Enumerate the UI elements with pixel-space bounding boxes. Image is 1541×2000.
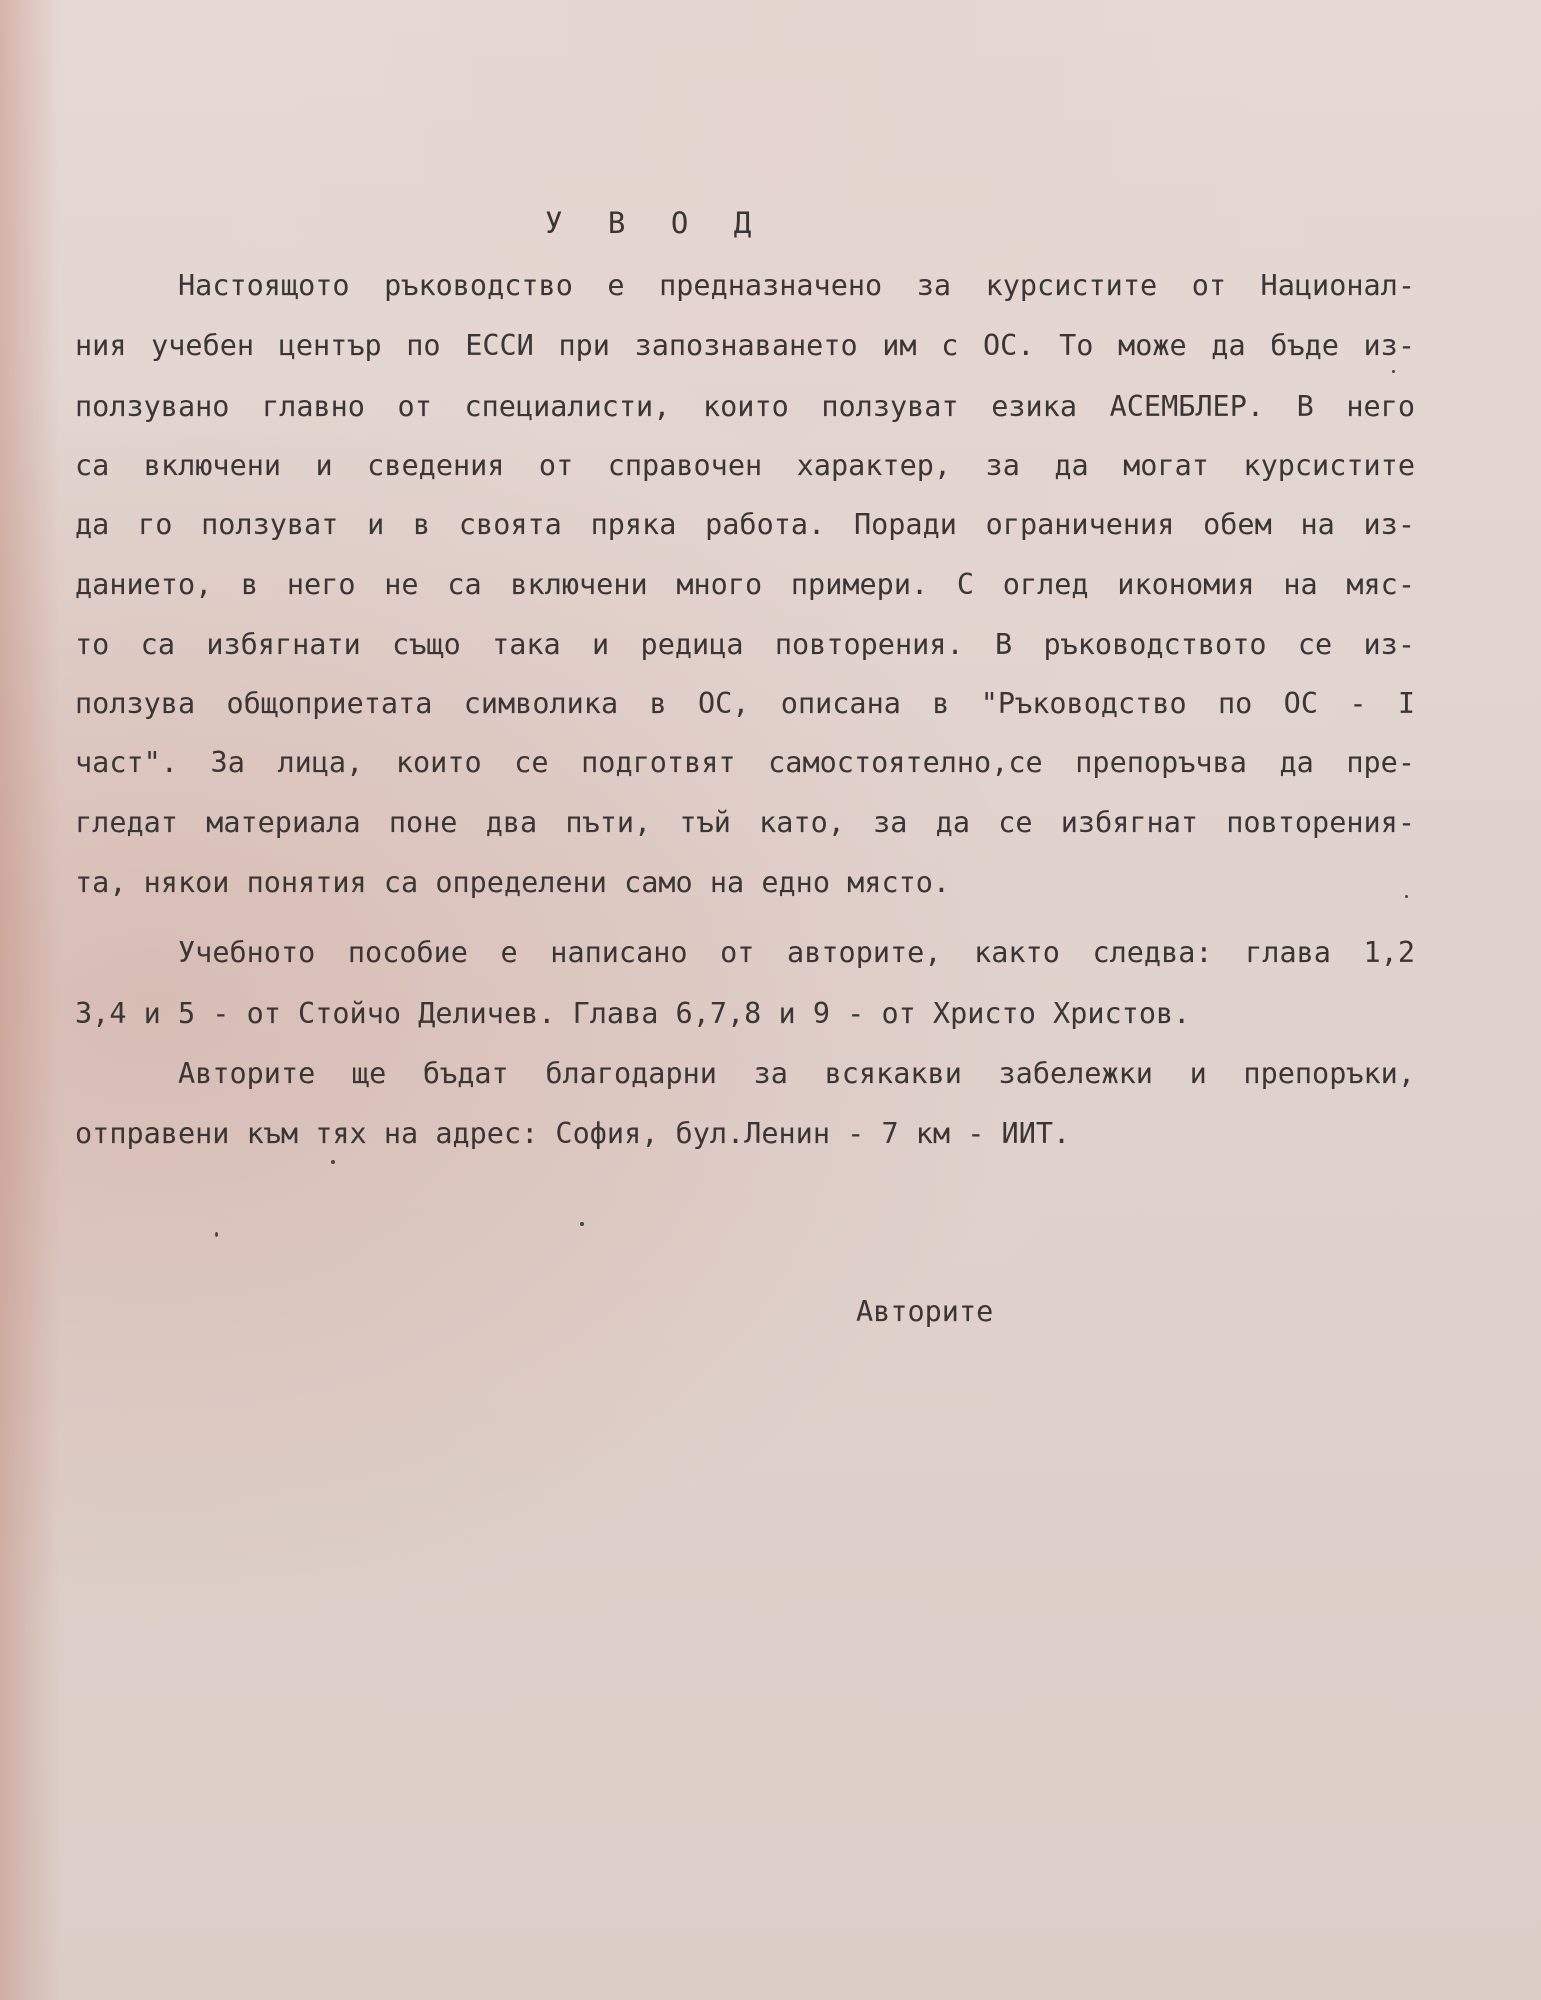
paragraph-3-line-1: Авторите ще бъдат благодарни за всякакви забележки и препоръки,	[178, 1057, 1415, 1090]
paragraph-1-line-4: са включени и сведения от справочен характер, за да могат курсистите	[75, 449, 1415, 482]
paragraph-2-line-2: 3,4 и 5 - от Стойчо Деличев. Глава 6,7,8 и 9 - от Христо Христов.	[75, 997, 1191, 1030]
ink-speck	[1392, 370, 1395, 373]
page-title: У В О Д	[545, 206, 766, 240]
paragraph-1-line-9: част". За лица, които се подготвят самостоятелно,се препоръчва да пре-	[75, 746, 1415, 779]
paragraph-1-line-1: Настоящото ръководство е предназначено за курсистите от Национал-	[178, 269, 1415, 302]
page-edge-shadow	[0, 0, 60, 2000]
ink-speck	[331, 1160, 335, 1164]
paragraph-1-line-2: ния учебен център по ЕССИ при запознаването им с ОС. То може да бъде из-	[75, 329, 1415, 362]
paragraph-1-line-7: то са избягнати също така и редица повторения. В ръководството се из-	[75, 628, 1415, 661]
paragraph-3-line-2: отправени към тях на адрес: София, бул.Ленин - 7 км - ИИТ.	[75, 1117, 1071, 1150]
signature: Авторите	[856, 1295, 994, 1328]
paragraph-1-line-6: данието, в него не са включени много примери. С оглед икономия на мяс-	[75, 568, 1415, 601]
paragraph-1-line-5: да го ползуват и в своята пряка работа. Поради ограничения обем на из-	[75, 508, 1415, 541]
paragraph-1-line-3: ползувано главно от специалисти, които ползуват езика АСЕМБЛЕР. В него	[75, 390, 1415, 423]
ink-speck	[580, 1222, 584, 1226]
paragraph-2-line-1: Учебното пособие е написано от авторите, както следва: глава 1,2	[178, 936, 1415, 969]
paragraph-1-line-8: ползува общоприетата символика в ОС, описана в "Ръководство по ОС - I	[75, 687, 1415, 720]
paragraph-1-line-11: та, някои понятия са определени само на едно място.	[75, 866, 951, 899]
ink-speck	[215, 1232, 218, 1237]
ink-speck	[1405, 895, 1408, 898]
paragraph-1-line-10: гледат материала поне два пъти, тъй като, за да се избягнат повторения-	[75, 806, 1415, 839]
